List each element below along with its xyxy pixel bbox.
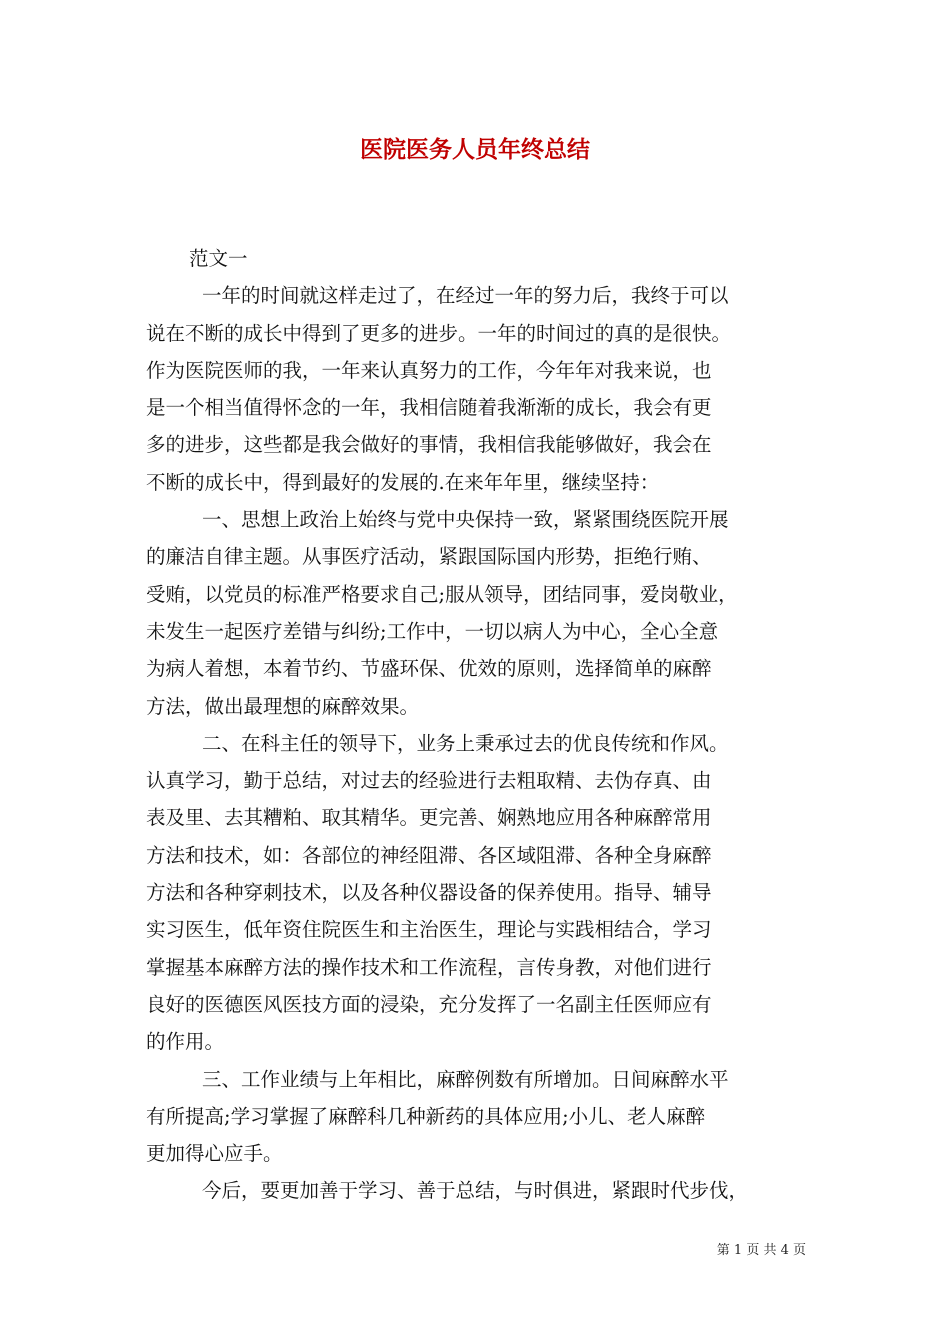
paragraph-2-line-1: 一、思想上政治上始终与党中央保持一致，紧紧围绕医院开展 [202,508,729,532]
paragraph-3-line-1: 二、在科主任的领导下，业务上秉承过去的优良传统和作风。 [202,731,729,755]
section-heading: 范文一 [189,247,248,270]
paragraph-2-line-2: 的廉洁自律主题。从事医疗活动，紧跟国际国内形势，拒绝行贿、 [146,545,712,569]
paragraph-1-line-1: 一年的时间就这样走过了，在经过一年的努力后，我终于可以 [202,284,729,308]
paragraph-4-line-2: 有所提高;学习掌握了麻醉科几种新药的具体应用;小儿、老人麻醉 [146,1104,706,1128]
paragraph-1-line-6: 不断的成长中，得到最好的发展的.在来年年里，继续坚持： [146,470,660,494]
paragraph-1-line-5: 多的进步，这些都是我会做好的事情，我相信我能够做好，我会在 [146,433,712,457]
paragraph-1-line-2: 说在不断的成长中得到了更多的进步。一年的时间过的真的是很快。 [146,321,732,345]
paragraph-3-line-6: 实习医生，低年资住院医生和主治医生，理论与实践相结合，学习 [146,918,712,942]
paragraph-3-line-7: 掌握基本麻醉方法的操作技术和工作流程，言传身教，对他们进行 [146,955,712,979]
paragraph-3-line-2: 认真学习，勤于总结，对过去的经验进行去粗取精、去伪存真、由 [146,769,712,793]
paragraph-3-line-4: 方法和技术，如：各部位的神经阻滞、各区域阻滞、各种全身麻醉 [146,843,712,867]
paragraph-2-line-4: 未发生一起医疗差错与纠纷;工作中，一切以病人为中心，全心全意 [146,619,719,643]
paragraph-3-line-9: 的作用。 [146,1030,225,1054]
page-title: 医院医务人员年终总结 [360,137,590,163]
paragraph-3-line-5: 方法和各种穿刺技术，以及各种仪器设备的保养使用。指导、辅导 [146,881,712,905]
paragraph-1-line-4: 是一个相当值得怀念的一年，我相信随着我渐渐的成长，我会有更 [146,396,712,420]
paragraph-4-line-3: 更加得心应手。 [146,1142,283,1166]
paragraph-2-line-5: 为病人着想，本着节约、节盛环保、优效的原则，选择简单的麻醉 [146,657,712,681]
paragraph-1-line-3: 作为医院医师的我，一年来认真努力的工作，今年年对我来说，也 [146,358,712,382]
paragraph-2-line-6: 方法，做出最理想的麻醉效果。 [146,694,420,718]
paragraph-2-line-3: 受贿，以党员的标准严格要求自己;服从领导，团结同事，爱岗敬业， [146,582,738,606]
paragraph-3-line-3: 表及里、去其糟粕、取其精华。更完善、娴熟地应用各种麻醉常用 [146,806,712,830]
page-number: 第 1 页 共 4 页 [716,1243,806,1258]
paragraph-5-line-1: 今后，要更加善于学习、善于总结，与时俱进，紧跟时代步伐， [202,1179,749,1203]
paragraph-4-line-1: 三、工作业绩与上年相比，麻醉例数有所增加。日间麻醉水平 [202,1067,729,1091]
paragraph-3-line-8: 良好的医德医风医技方面的浸染，充分发挥了一名副主任医师应有 [146,992,712,1016]
document-body [146,240,816,1210]
